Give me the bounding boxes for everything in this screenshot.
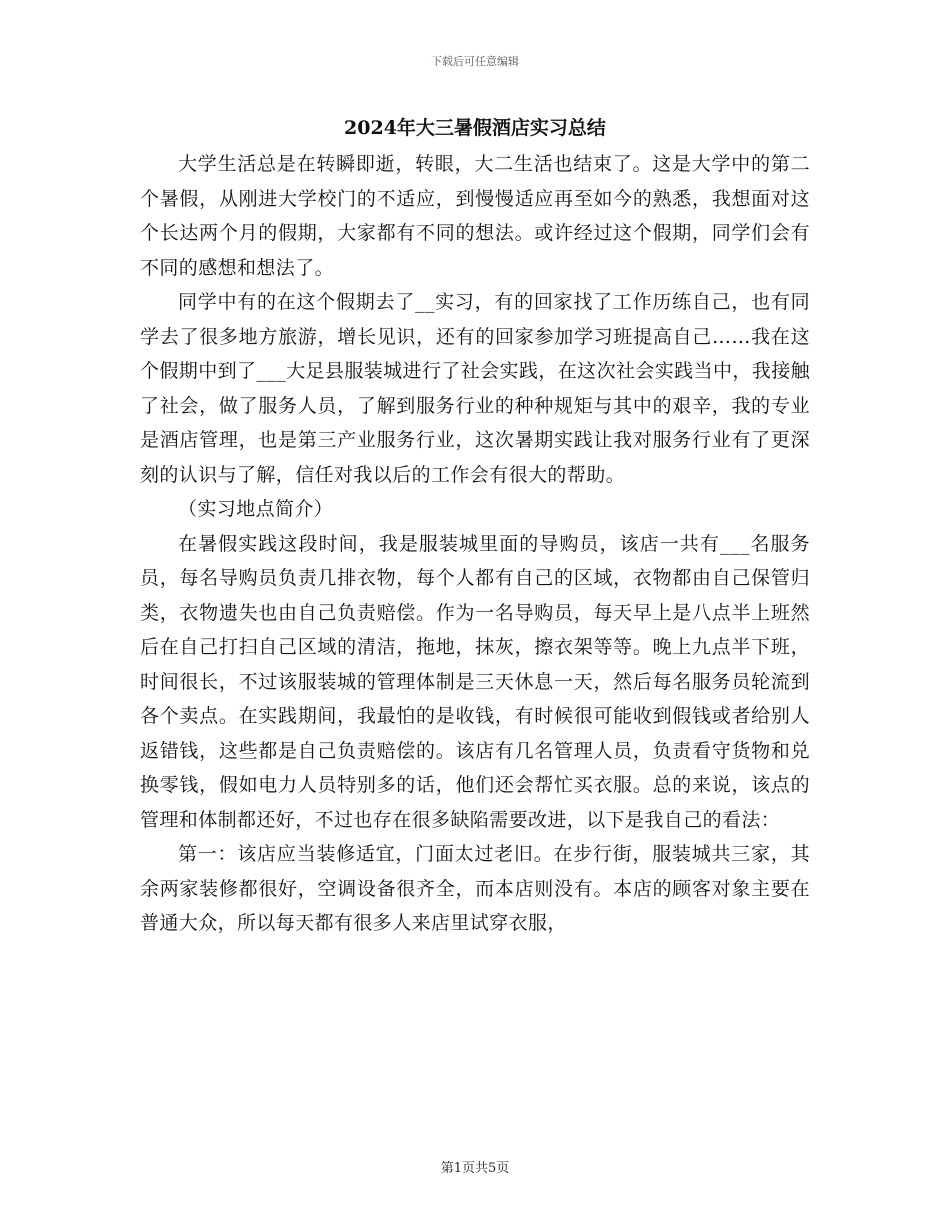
header-note: 下载后可任意编辑 (431, 55, 519, 68)
page-number: 第1页共5页 (440, 1161, 510, 1176)
paragraph-1: 大学生活总是在转瞬即逝，转眼，大二生活也结束了。这是大学中的第二个暑假，从刚进大学校门的不适应，到慢慢适应再至如今的熟悉，我想面对这个长达两个月的假期，大家都有不同的想法。或许经过这个假期，同学们会有不同的感想和想法了。 (140, 153, 810, 279)
paragraph-5: 第一：该店应当装修适宜，门面太过老旧。在步行街，服装城共三家，其余两家装修都很好，空调设备很齐全，而本店则没有。本店的顾客对象主要在普通大众，所以每天都有很多人来店里试穿衣服， (140, 843, 810, 934)
paragraph-3: （实习地点简介） (178, 498, 334, 520)
paragraph-4: 在暑假实践这段时间，我是服装城里面的导购员，该店一共有___名服务员，每名导购员负责几排衣物，每个人都有自己的区域，衣物都由自己保管归类，衣物遗失也由自己负责赔偿。作为一名导购员，每天早上是八点半上班然后在自己打扫自己区域的清洁，拖地，抹灰，擦衣架等等。晚上九点半下班，时间很长，不过该服装城的管理体制是三天休息一天，然后每名服务员轮流到各个卖点。在实践期间，我最怕的是收钱，有时候很可能收到假钱或者给别人返错钱，这些都是自己负责赔偿的。该店有几名管理人员，负责看守货物和兑换零钱，假如电力人员特别多的话，他们还会帮忙买衣服。总的来说，该点的管理和体制都还好，不过也存在很多缺陷需要改进，以下是我自己的看法： (140, 532, 810, 831)
paragraph-2: 同学中有的在这个假期去了__实习，有的回家找了工作历练自己，也有同学去了很多地方旅游，增长见识，还有的回家参加学习班提高自己……我在这个假期中到了___大足县服装城进行了社会实践，在这次社会实践当中，我接触了社会，做了服务人员，了解到服务行业的种种规矩与其中的艰辛，我的专业是酒店管理，也是第三产业服务行业，这次暑期实践让我对服务行业有了更深刻的认识与了解，信任对我以后的工作会有很大的帮助。 (140, 291, 810, 486)
document-title: 2024年大三暑假酒店实习总结 (344, 117, 606, 139)
document-body (140, 147, 810, 941)
